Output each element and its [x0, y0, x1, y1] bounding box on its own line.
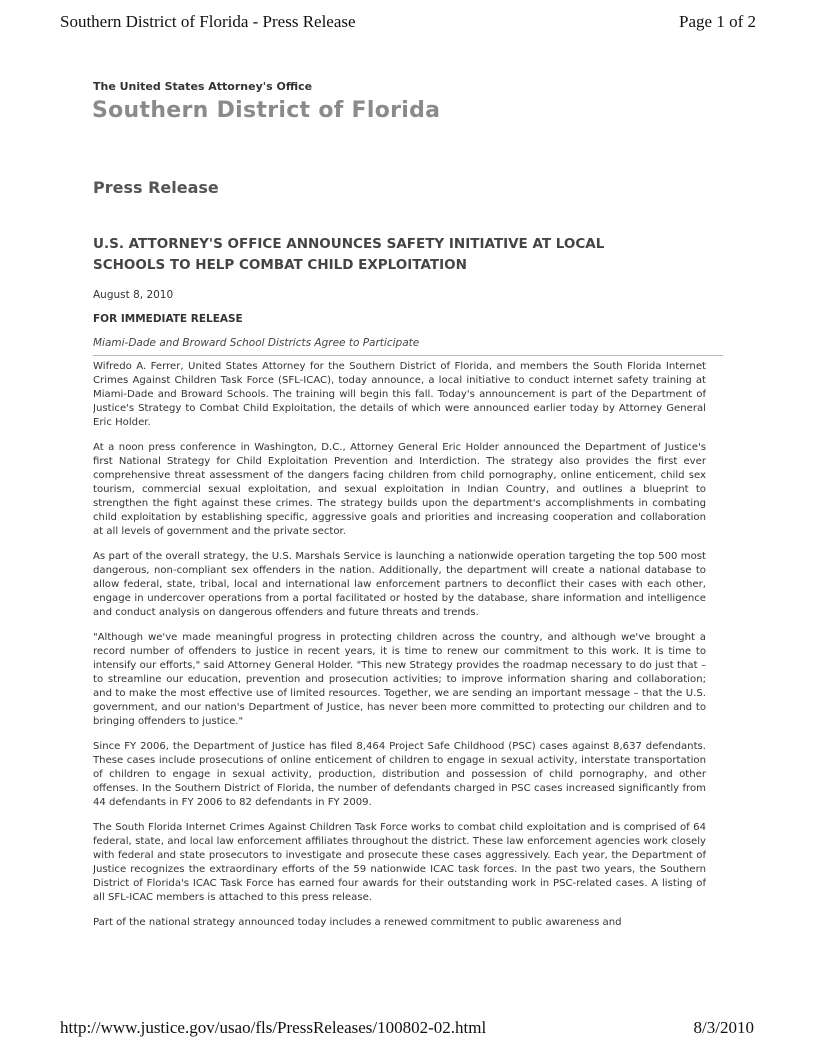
source-url: http://www.justice.gov/usao/fls/PressReleases/100802-02.html — [60, 1018, 487, 1037]
paragraph: Part of the national strategy announced today includes a renewed commitment to public awareness and — [93, 917, 622, 928]
page-number: Page 1 of 2 — [679, 12, 756, 31]
article-body — [93, 360, 706, 972]
release-subtitle: Miami-Dade and Broward School Districts Agree to Participate — [93, 337, 420, 349]
print-footer — [0, 1010, 816, 1050]
office-label: The United States Attorney's Office — [93, 80, 313, 93]
paragraph: "Although we've made meaningful progress in protecting children across the country, and although we've brought a record number of offenders to justice in recent years, it is time to renew our commitment to this work. It is time to intensify our efforts," said Attorney General Holder. "This new Strategy provides the roadmap necessary to do just that – to streamline our education, prevention and prosecution activities; to improve information sharing and collaboration; and to make the most effective use of limited resources. Together, we are sending an important message – that the U.S. government, and our nation's Department of Justice, has never been more committed to protecting our children and to bringing offenders to justice." — [93, 632, 706, 727]
headline-line-1: U.S. ATTORNEY'S OFFICE ANNOUNCES SAFETY INITIATIVE AT LOCAL — [93, 236, 605, 252]
divider — [93, 355, 723, 356]
district-title: Southern District of Florida — [92, 98, 441, 123]
release-type: FOR IMMEDIATE RELEASE — [93, 313, 243, 325]
paragraph: Since FY 2006, the Department of Justice has filed 8,464 Project Safe Childhood (PSC) cases against 8,637 defendants. These cases include prosecutions of online enticement of children to engage in sexual activity, interstate transportation of children to engage in sexual activity, production, distribution and possession of child pornography, and other offenses. In the Southern District of Florida, the number of defendants charged in PSC cases increased significantly from 44 defendants in FY 2006 to 82 defendants in FY 2009. — [93, 741, 706, 808]
paragraph: At a noon press conference in Washington, D.C., Attorney General Eric Holder announced the Department of Justice's first National Strategy for Child Exploitation Prevention and Interdiction. The strategy also provides the first ever comprehensive threat assessment of the dangers facing children from child pornography, online enticement, child sex tourism, commercial sexual exploitation, and sexual exploitation in Indian Country, and outlines a blueprint to strengthen the fight against these crimes. The strategy builds upon the department's accomplishments in combating child exploitation by establishing specific, aggressive goals and priorities and increasing cooperation and collaboration at all levels of government and the private sector. — [93, 442, 706, 537]
paragraph: The South Florida Internet Crimes Against Children Task Force works to combat child exploitation and is comprised of 64 federal, state, and local law enforcement affiliates throughout the district. These law enforcement agencies work closely with federal and state prosecutors to investigate and prosecute these cases aggressively. Each year, the Department of Justice recognizes the extraordinary efforts of the 59 nationwide ICAC task forces. In the past two years, the Southern District of Florida's ICAC Task Force has earned four awards for their outstanding work in PSC-related cases. A listing of all SFL-ICAC members is attached to this press release. — [93, 822, 706, 903]
print-header-title: Southern District of Florida - Press Release — [60, 12, 356, 31]
section-title: Press Release — [93, 178, 219, 197]
release-date: August 8, 2010 — [93, 289, 174, 301]
paragraph: As part of the overall strategy, the U.S. Marshals Service is launching a nationwide operation targeting the top 500 most dangerous, non-compliant sex offenders in the nation. Additionally, the department will create a national database to allow federal, state, tribal, local and international law enforcement partners to deconflict their cases with each other, engage in undercover operations from a portal facilitated or hosted by the database, share information and intelligence and conduct analysis on dangerous offenders and future threats and trends. — [93, 551, 706, 618]
print-date: 8/3/2010 — [693, 1018, 754, 1037]
print-header — [0, 0, 816, 36]
paragraph: Wifredo A. Ferrer, United States Attorney for the Southern District of Florida, and members the South Florida Internet Crimes Against Children Task Force (SFL-ICAC), today announce, a local initiative to conduct internet safety training at Miami-Dade and Broward Schools. The training will begin this fall. Today's announcement is part of the Department of Justice's Strategy to Combat Child Exploitation, the details of which were announced earlier today by Attorney General Eric Holder. — [93, 361, 706, 428]
headline-line-2: SCHOOLS TO HELP COMBAT CHILD EXPLOITATION — [93, 257, 467, 273]
headline — [93, 234, 713, 276]
